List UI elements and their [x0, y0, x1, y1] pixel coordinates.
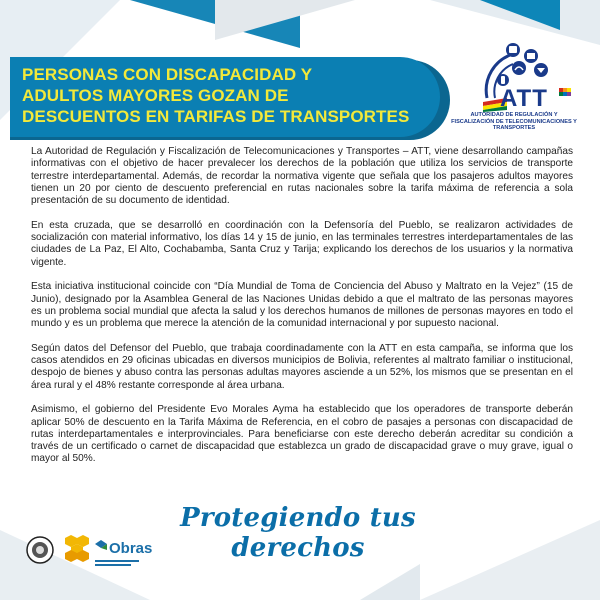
paragraph-3: Esta iniciativa institucional coincide con “Día Mundial de Toma de Conciencia del Abuso y Maltrato en la Vejez” (15 de Junio), designado por la Asamblea General de las Naciones Unidas debido a que el maltrato de las personas mayores es un problema social mundial que afecta la salud y los derechos humanos de millones de personas mayores en todo el mundo y es un problema que merece la atención de la comunidad internacional y por supuesto nacional.	[31, 281, 573, 330]
decor-triangle-bottom-mid	[360, 564, 420, 600]
att-logo-name: ATT	[500, 85, 548, 112]
paragraph-1: La Autoridad de Regulación y Fiscalización de Telecomunicaciones y Transportes – ATT, viene desarrollando campañas informativas con el objetivo de hacer prevalecer los derechos de la población que utiliza los servicios de transporte terrestre interdepartamental. Además, de recordar la normativa vigente que señala que los pasajeros adultos mayores tienen un 20 por ciento de descuento preferencial en rutas nacionales sobre la tarifa máxima de referencia a sola presentación de su documento de identidad.	[31, 146, 573, 207]
paragraph-2: En esta cruzada, que se desarrolló en coordinación con la Defensoría del Pueblo, se realizaron actividades de socialización con material informativo, los días 14 y 15 de junio, en las terminales terrestres interdepartamentales de las ciudades de La Paz, El Alto, Cochabamba, Santa Cruz y Tarija; explicando los derechos de los usuarios y la normativa vigente.	[31, 219, 573, 268]
decor-triangle-top-grey	[215, 0, 355, 40]
att-logo-subtitle: AUTORIDAD DE REGULACIÓN Y FISCALIZACIÓN DE TELECOMUNICACIONES Y TRANSPORTES	[451, 112, 577, 131]
title-line-1: PERSONAS CON DISCAPACIDAD Y	[22, 65, 313, 84]
article-body	[31, 146, 573, 478]
paragraph-5: Asimismo, el gobierno del Presidente Evo Morales Ayma ha establecido que los operadores de transporte deberán aplicar 50% de descuento en la Tarifa Máxima de Referencia, en el cobro de pasajes a personas con discapacidad de rutas interdepartamentales e interprovinciales. Para beneficiarse con este derecho deberán acreditar su condición a través de un certificado o carnet de discapacidad que establezca un grado de discapacidad grave o muy grave, igual o mayor al 50%.	[31, 404, 573, 465]
slogan: Protegiendo tus derechos	[180, 503, 416, 563]
decor-triangle-top-right-blue	[480, 0, 560, 30]
att-logo	[447, 40, 579, 136]
paragraph-4: Según datos del Defensor del Pueblo, que trabaja coordinadamente con la ATT en esta campaña, se informa que los casos atendidos en 29 oficinas ubicadas en diversos municipios de Bolivia, referentes al maltrato familiar o institucional, despojo de bienes y abuso contra las personas adultas mayores asciende a un 52%, los mismos que se presentan en el área rural y el 48% restante corresponde al área urbana.	[31, 342, 573, 391]
title-line-3: DESCUENTOS EN TARIFAS DE TRANSPORTES	[22, 107, 410, 126]
title-line-2: ADULTOS MAYORES GOZAN DE	[22, 86, 289, 105]
page-title	[22, 64, 432, 127]
obras-logo-text: Obras	[109, 540, 153, 557]
footer-logos	[25, 530, 165, 570]
